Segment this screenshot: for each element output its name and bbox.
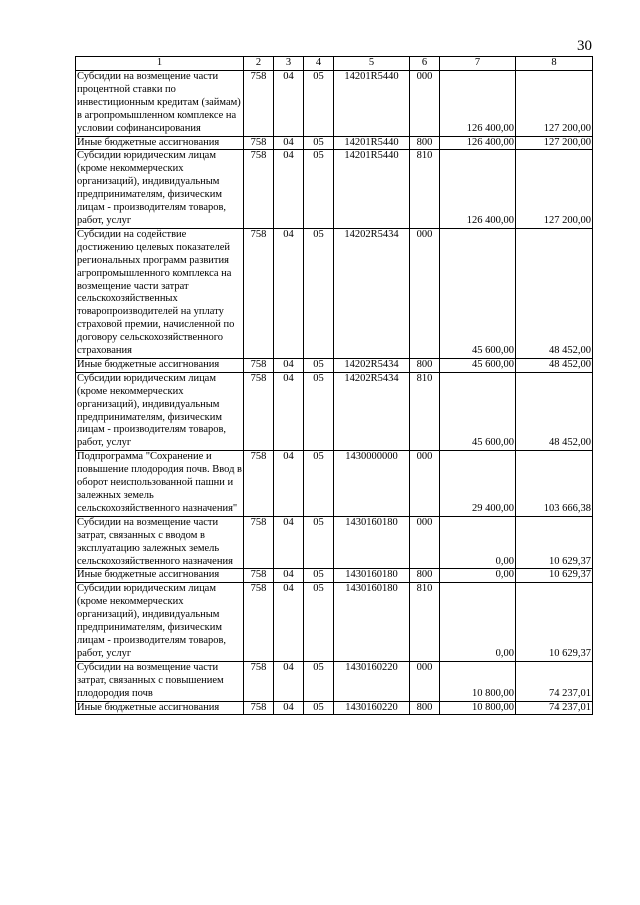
table-row [76, 136, 593, 150]
code-cell: 810 [410, 150, 440, 228]
code-cell: 758 [244, 228, 274, 358]
code-cell: 04 [274, 583, 304, 661]
code-cell: 05 [304, 661, 334, 701]
table-row [76, 228, 593, 358]
code-cell: 1430160220 [334, 661, 410, 701]
row-name-cell: Иные бюджетные ассигнования [76, 569, 244, 583]
code-cell: 758 [244, 358, 274, 372]
code-cell: 04 [274, 228, 304, 358]
row-name-cell: Иные бюджетные ассигнования [76, 701, 244, 715]
code-cell: 800 [410, 136, 440, 150]
code-cell: 758 [244, 516, 274, 569]
code-cell: 14201R5440 [334, 150, 410, 228]
column-header: 4 [304, 57, 334, 71]
code-cell: 810 [410, 372, 440, 450]
amount-cell: 10 800,00 [440, 661, 516, 701]
row-name-cell: Субсидии юридическим лицам (кроме некоммерческих организаций), индивидуальным предпринимателям, физическим лицам - производителям товаров, работ, услуг [76, 372, 244, 450]
amount-cell: 29 400,00 [440, 451, 516, 517]
code-cell: 05 [304, 150, 334, 228]
code-cell: 758 [244, 150, 274, 228]
row-name-cell: Субсидии на возмещение части затрат, связанных с вводом в эксплуатацию залежных земель сельскохозяйственного назначения [76, 516, 244, 569]
code-cell: 04 [274, 451, 304, 517]
amount-cell: 126 400,00 [440, 150, 516, 228]
row-name-cell: Субсидии на возмещение части процентной ставки по инвестиционным кредитам (займам) в агропромышленном комплексе на условии софинансирования [76, 71, 244, 137]
code-cell: 04 [274, 150, 304, 228]
amount-cell: 74 237,01 [516, 661, 593, 701]
table-row [76, 358, 593, 372]
table-row [76, 661, 593, 701]
amount-cell: 10 629,37 [516, 516, 593, 569]
code-cell: 000 [410, 451, 440, 517]
amount-cell: 0,00 [440, 583, 516, 661]
table-row [76, 372, 593, 450]
table-row [76, 150, 593, 228]
code-cell: 05 [304, 228, 334, 358]
amount-cell: 126 400,00 [440, 71, 516, 137]
code-cell: 810 [410, 583, 440, 661]
code-cell: 800 [410, 569, 440, 583]
code-cell: 000 [410, 228, 440, 358]
column-header: 2 [244, 57, 274, 71]
code-cell: 758 [244, 136, 274, 150]
row-name-cell: Субсидии на содействие достижению целевых показателей региональных программ развития агропромышленного комплекса на возмещение части затрат сельскохозяйственных товаропроизводителей на уплату страховой премии, начисленной по договору сельскохозяйственного страхования [76, 228, 244, 358]
amount-cell: 126 400,00 [440, 136, 516, 150]
code-cell: 758 [244, 701, 274, 715]
code-cell: 04 [274, 661, 304, 701]
code-cell: 000 [410, 71, 440, 137]
row-name-cell: Субсидии юридическим лицам (кроме некоммерческих организаций), индивидуальным предпринимателям, физическим лицам - производителям товаров, работ, услуг [76, 583, 244, 661]
code-cell: 05 [304, 372, 334, 450]
column-header: 5 [334, 57, 410, 71]
amount-cell: 48 452,00 [516, 228, 593, 358]
table-row [76, 451, 593, 517]
table-row [76, 701, 593, 715]
code-cell: 1430160180 [334, 569, 410, 583]
amount-cell: 10 800,00 [440, 701, 516, 715]
code-cell: 1430160180 [334, 516, 410, 569]
row-name-cell: Субсидии на возмещение части затрат, связанных с повышением плодородия почв [76, 661, 244, 701]
code-cell: 14201R5440 [334, 71, 410, 137]
column-header: 6 [410, 57, 440, 71]
column-header: 7 [440, 57, 516, 71]
amount-cell: 45 600,00 [440, 372, 516, 450]
code-cell: 14202R5434 [334, 372, 410, 450]
amount-cell: 48 452,00 [516, 372, 593, 450]
table-row [76, 583, 593, 661]
code-cell: 05 [304, 451, 334, 517]
code-cell: 1430000000 [334, 451, 410, 517]
code-cell: 05 [304, 569, 334, 583]
table-row [76, 569, 593, 583]
code-cell: 000 [410, 661, 440, 701]
code-cell: 14202R5434 [334, 228, 410, 358]
code-cell: 04 [274, 136, 304, 150]
amount-cell: 0,00 [440, 569, 516, 583]
row-name-cell: Иные бюджетные ассигнования [76, 136, 244, 150]
table-header-row [76, 57, 593, 71]
code-cell: 05 [304, 701, 334, 715]
code-cell: 14201R5440 [334, 136, 410, 150]
amount-cell: 127 200,00 [516, 150, 593, 228]
row-name-cell: Субсидии юридическим лицам (кроме некоммерческих организаций), индивидуальным предпринимателям, физическим лицам - производителям товаров, работ, услуг [76, 150, 244, 228]
code-cell: 04 [274, 569, 304, 583]
amount-cell: 10 629,37 [516, 583, 593, 661]
code-cell: 05 [304, 71, 334, 137]
code-cell: 04 [274, 71, 304, 137]
code-cell: 05 [304, 136, 334, 150]
column-header: 3 [274, 57, 304, 71]
code-cell: 758 [244, 451, 274, 517]
amount-cell: 48 452,00 [516, 358, 593, 372]
code-cell: 05 [304, 516, 334, 569]
code-cell: 758 [244, 583, 274, 661]
code-cell: 1430160180 [334, 583, 410, 661]
code-cell: 800 [410, 358, 440, 372]
code-cell: 04 [274, 358, 304, 372]
amount-cell: 127 200,00 [516, 136, 593, 150]
amount-cell: 45 600,00 [440, 358, 516, 372]
code-cell: 758 [244, 71, 274, 137]
row-name-cell: Иные бюджетные ассигнования [76, 358, 244, 372]
row-name-cell: Подпрограмма "Сохранение и повышение плодородия почв. Ввод в оборот неиспользованной пашни и залежных земель сельскохозяйственного назначения" [76, 451, 244, 517]
page-number: 30 [577, 38, 592, 54]
code-cell: 000 [410, 516, 440, 569]
code-cell: 758 [244, 569, 274, 583]
code-cell: 758 [244, 372, 274, 450]
amount-cell: 45 600,00 [440, 228, 516, 358]
code-cell: 04 [274, 701, 304, 715]
code-cell: 758 [244, 661, 274, 701]
code-cell: 800 [410, 701, 440, 715]
code-cell: 04 [274, 516, 304, 569]
amount-cell: 0,00 [440, 516, 516, 569]
column-header: 8 [516, 57, 593, 71]
code-cell: 05 [304, 358, 334, 372]
budget-table [75, 56, 593, 715]
code-cell: 1430160220 [334, 701, 410, 715]
code-cell: 04 [274, 372, 304, 450]
amount-cell: 103 666,38 [516, 451, 593, 517]
amount-cell: 127 200,00 [516, 71, 593, 137]
table-row [76, 516, 593, 569]
code-cell: 14202R5434 [334, 358, 410, 372]
amount-cell: 10 629,37 [516, 569, 593, 583]
column-header: 1 [76, 57, 244, 71]
table-row [76, 71, 593, 137]
amount-cell: 74 237,01 [516, 701, 593, 715]
code-cell: 05 [304, 583, 334, 661]
